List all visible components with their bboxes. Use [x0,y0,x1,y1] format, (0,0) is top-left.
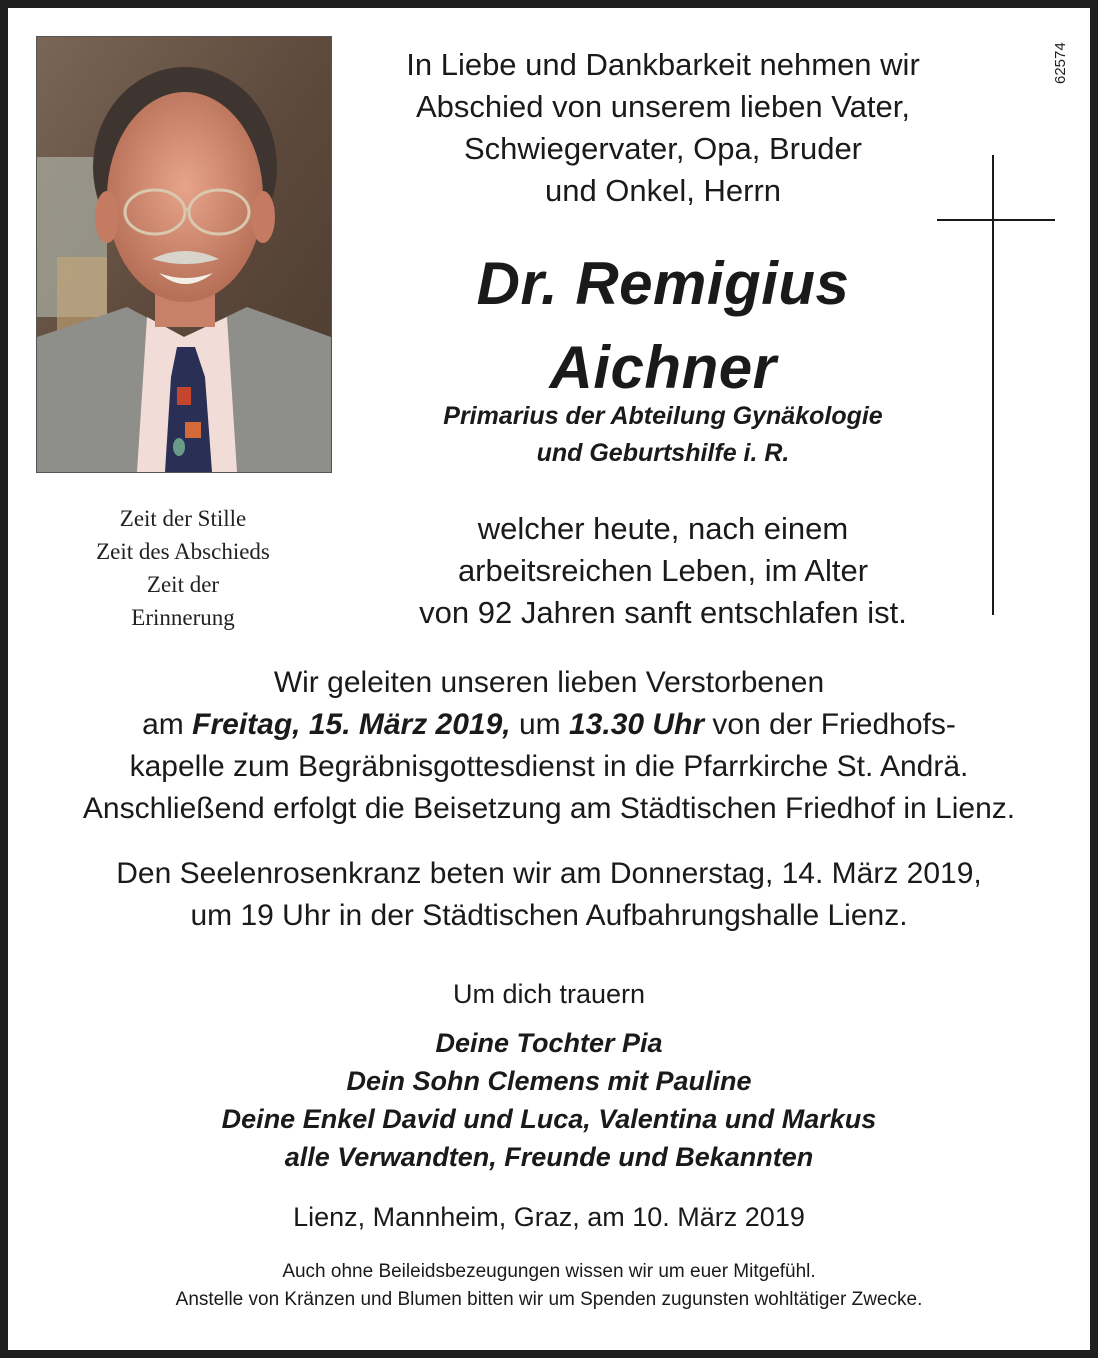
name-line: Dr. Remigius [476,250,850,317]
serial-number: 62574 [1052,42,1069,84]
poem-line: Zeit der Stille [119,506,247,531]
deceased-title [338,398,988,472]
intro-text [338,44,988,212]
passing-text [338,508,988,634]
intro-line: Schwiegervater, Opa, Bruder [463,131,863,166]
poem-line: Zeit des Abschieds [96,539,270,564]
portrait-photo [36,36,332,473]
mourner-item: Dein Sohn Clemens mit Pauline [346,1066,752,1096]
intro-line: Abschied von unserem lieben Vater, [415,89,910,124]
funeral-details [8,662,1090,830]
poem-line: Zeit der [146,572,220,597]
title-line: Primarius der Abteilung Gynäkologie [443,402,883,430]
passing-line: welcher heute, nach einem [477,511,849,546]
deceased-name [338,242,988,410]
footer-line: Auch ohne Beileidsbezeugungen wissen wir um euer Mitgefühl. [282,1261,816,1282]
mourners-intro: Um dich trauern [452,979,646,1009]
rosary-line: Den Seelenrosenkranz beten wir am Donnerstag, 14. März 2019, [116,857,982,890]
intro-line: In Liebe und Dankbarkeit nehmen wir [406,47,920,82]
portrait-image [37,37,331,472]
funeral-time: 13.30 Uhr [569,708,705,741]
name-line: Aichner [549,334,777,401]
cross-icon-horizontal [937,219,1055,221]
funeral-line: kapelle zum Begräbnisgottesdienst in die Pfarrkirche St. Andrä. [129,750,969,783]
funeral-line: Anschließend erfolgt die Beisetzung am Städtischen Friedhof in Lienz. [82,792,1016,825]
footer-line: Anstelle von Kränzen und Blumen bitten wir um Spenden zugunsten wohltätiger Zwecke. [175,1289,923,1310]
funeral-date: Freitag, 15. März 2019, [192,708,511,741]
place-date: Lienz, Mannheim, Graz, am 10. März 2019 [293,1202,805,1232]
mourner-item: Deine Tochter Pia [435,1028,663,1058]
poem-line: Erinnerung [131,605,235,630]
passing-line: von 92 Jahren sanft entschlafen ist. [419,595,907,630]
footer-note [8,1258,1090,1314]
rosary-line: um 19 Uhr in der Städtischen Aufbahrungshalle Lienz. [190,899,908,932]
funeral-text: von der Friedhofs- [704,708,956,741]
passing-line: arbeitsreichen Leben, im Alter [457,553,869,588]
mourner-item: Deine Enkel David und Luca, Valentina und Markus [221,1104,877,1134]
mourners-list [8,1024,1090,1176]
funeral-text: am [142,708,193,741]
funeral-text: um [510,708,569,741]
rosary-details [8,853,1090,937]
funeral-line: Wir geleiten unseren lieben Verstorbenen [273,666,825,699]
side-poem [58,502,308,634]
mourner-item: alle Verwandten, Freunde und Bekannten [284,1142,814,1172]
cross-icon-vertical [992,155,994,615]
funeral-line [8,704,1090,746]
intro-line: und Onkel, Herrn [544,173,782,208]
title-line: und Geburtshilfe i. R. [536,439,790,467]
